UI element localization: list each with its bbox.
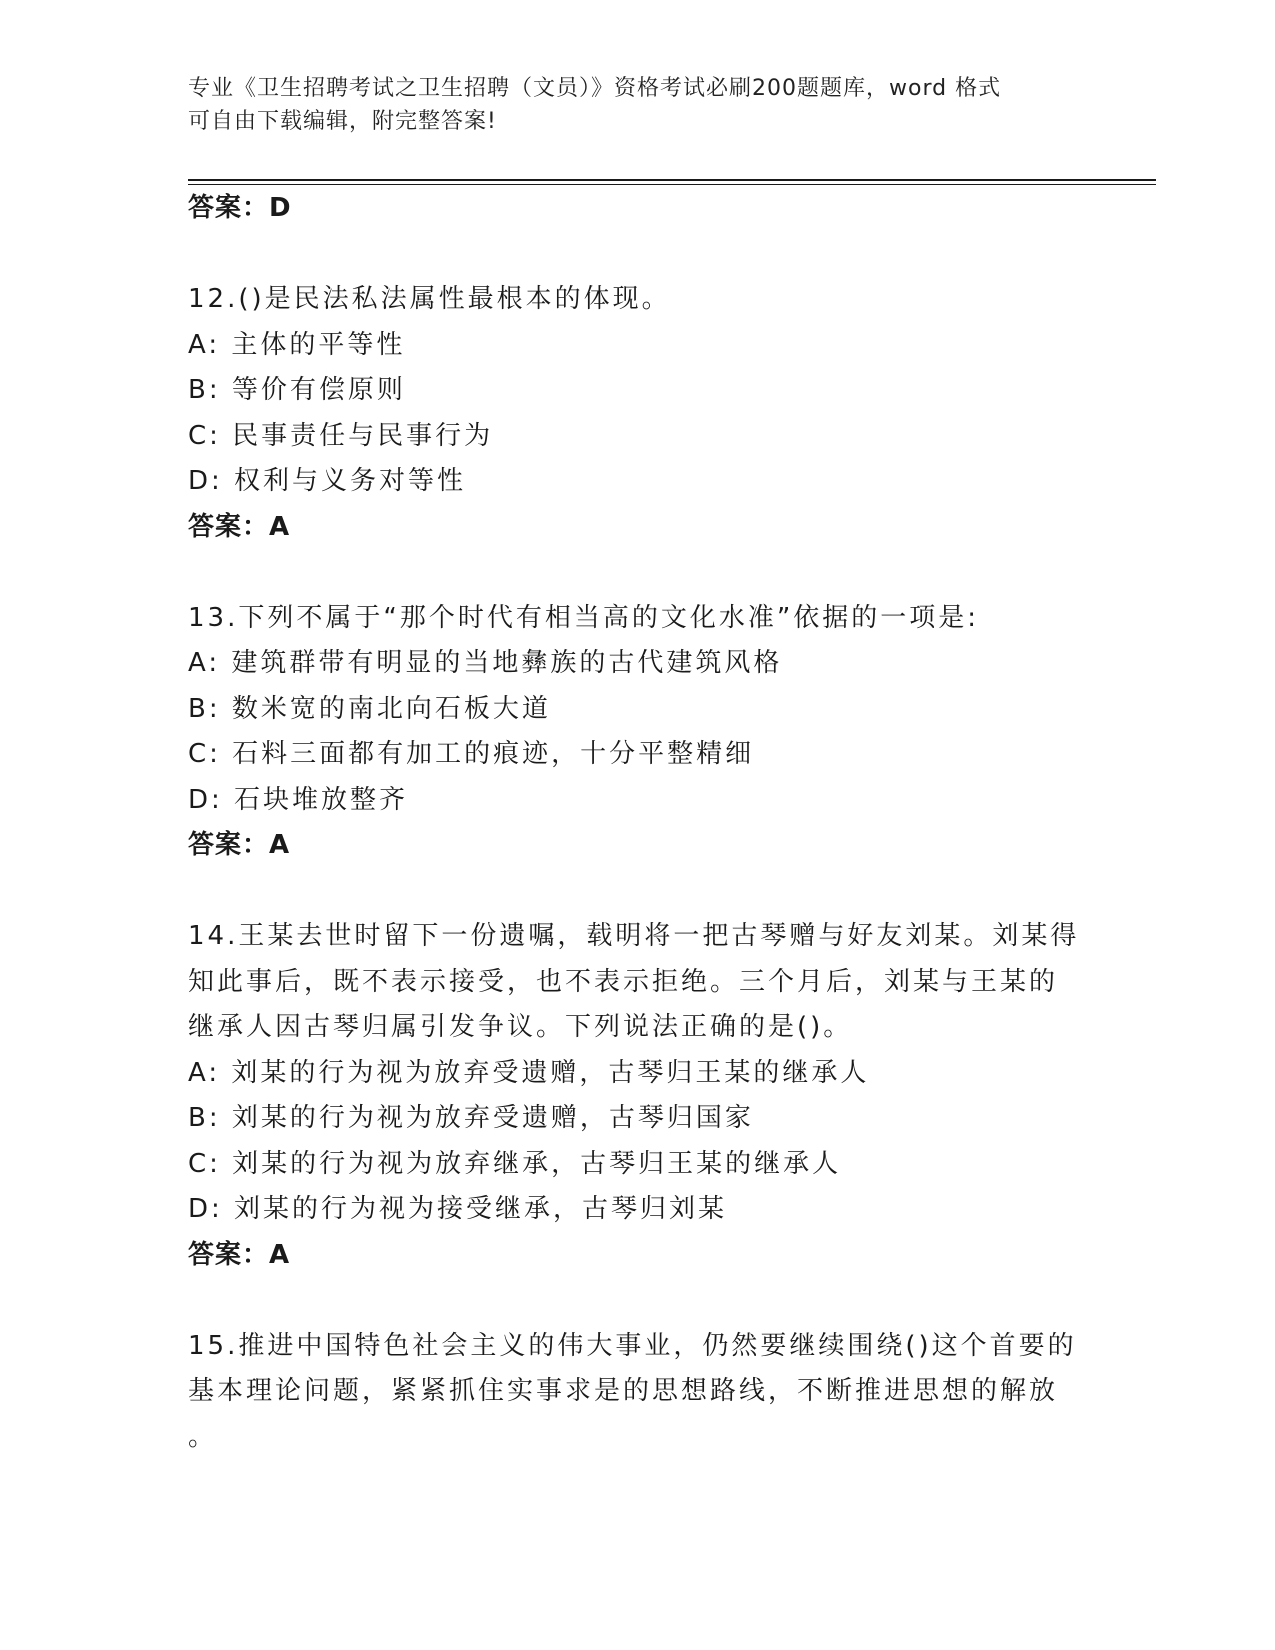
document-header	[188, 72, 1068, 138]
spacer	[188, 232, 1088, 278]
option-a: A: 主体的平等性	[188, 329, 406, 360]
option-c: C: 民事责任与民事行为	[188, 420, 494, 451]
header-rule-thin	[188, 184, 1156, 185]
option-b: B: 数米宽的南北向石板大道	[188, 693, 551, 724]
question-12	[188, 277, 1088, 550]
question-stem: 基本理论问题，紧紧抓住实事求是的思想路线，不断推进思想的解放	[188, 1376, 1059, 1406]
option-b: B: 等价有偿原则	[188, 375, 406, 405]
header-line-2: 可自由下载编辑，附完整答案!	[188, 109, 497, 134]
option-d: D: 石块堆放整齐	[188, 784, 409, 815]
question-14	[188, 914, 1088, 1278]
question-stem: 继承人因古琴归属引发争议。下列说法正确的是()。	[188, 1012, 853, 1042]
answer-line: 答案：A	[188, 830, 291, 860]
question-stem: 12.()是民法私法属性最根本的体现。	[188, 284, 671, 314]
header-line-1: 专业《卫生招聘考试之卫生招聘（文员）》资格考试必刷200题题库，word 格式	[188, 76, 1002, 101]
question-stem: 知此事后，既不表示接受，也不表示拒绝。三个月后，刘某与王某的	[188, 966, 1059, 997]
question-15	[188, 1324, 1088, 1461]
answer-line: 答案：A	[188, 1239, 291, 1270]
option-d: D: 权利与义务对等性	[188, 466, 467, 496]
header-rule-thick	[188, 179, 1156, 181]
question-stem: 。	[188, 1421, 218, 1452]
question-stem: 14.王某去世时留下一份遗嘱，载明将一把古琴赠与好友刘某。刘某得	[188, 921, 1080, 951]
question-13	[188, 596, 1088, 869]
question-stem: 13.下列不属于“那个时代有相当高的文化水准”依据的一项是:	[188, 602, 980, 633]
option-c: C: 刘某的行为视为放弃继承，古琴归王某的继承人	[188, 1148, 842, 1179]
spacer	[188, 1278, 1088, 1324]
option-c: C: 石料三面都有加工的痕迹，十分平整精细	[188, 739, 755, 769]
question-stem: 15.推进中国特色社会主义的伟大事业，仍然要继续围绕()这个首要的	[188, 1330, 1077, 1361]
option-b: B: 刘某的行为视为放弃受遗赠，古琴归国家	[188, 1103, 754, 1133]
spacer	[188, 550, 1088, 596]
document-body	[188, 186, 1088, 1460]
option-a: A: 建筑群带有明显的当地彝族的古代建筑风格	[188, 648, 783, 678]
option-a: A: 刘某的行为视为放弃受遗赠，古琴归王某的继承人	[188, 1057, 870, 1088]
answer-line: 答案：A	[188, 511, 291, 542]
option-d: D: 刘某的行为视为接受继承，古琴归刘某	[188, 1194, 728, 1224]
spacer	[188, 869, 1088, 915]
answer-line: 答案：D	[188, 193, 292, 223]
